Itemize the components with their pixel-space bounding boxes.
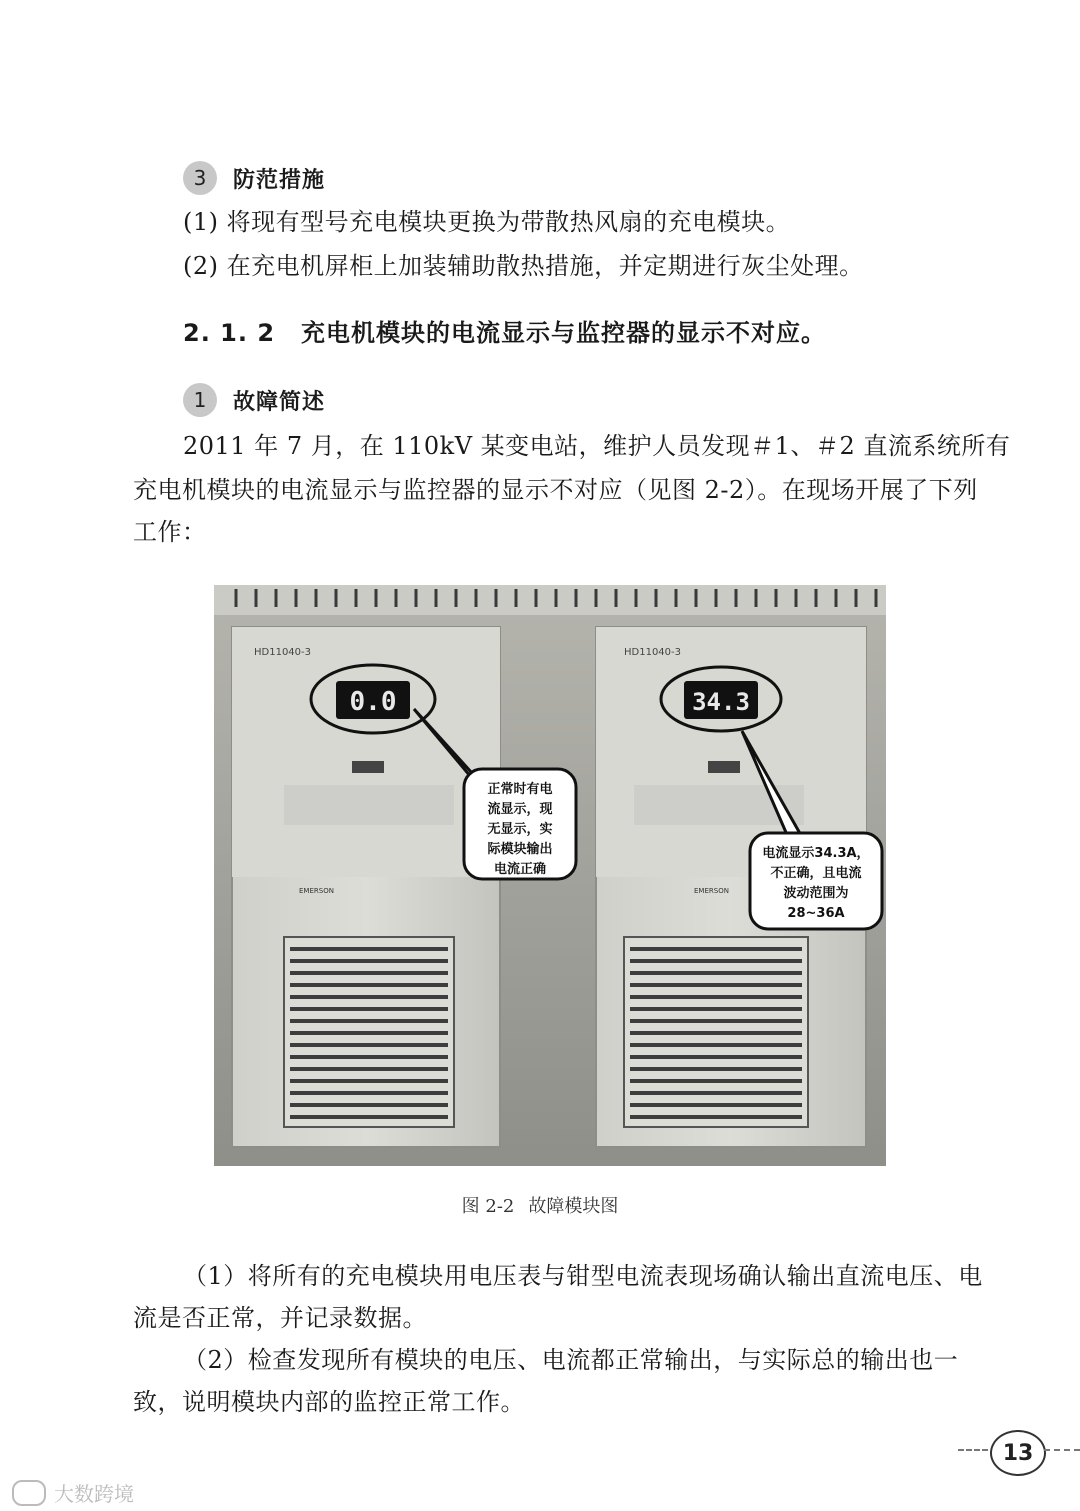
callout-right-line: 波动范围为 [783,886,849,901]
figure-label: 图 2-2 [461,1196,515,1217]
callout-left-line: 正常时有电 [487,782,553,797]
measure-item-2: (2) 在充电机屏柜上加装辅助散热措施，并定期进行灰尘处理。 [183,252,864,280]
paragraph-line: 工作： [133,518,207,546]
left-display-readout: 0.0 [349,687,397,717]
callout-left-line: 无显示，实 [487,822,553,837]
section-number-badge: 1 [183,383,217,417]
step-line: 流是否正常，并记录数据。 [133,1304,427,1332]
right-brand-label: EMERSON [694,887,729,895]
step-line: （2）检查发现所有模块的电压、电流都正常输出，与实际总的输出也一 [183,1346,959,1374]
watermark-logo-icon [12,1480,46,1506]
figure-caption [0,1192,1080,1218]
watermark-text: 大数跨境 [54,1482,134,1506]
callout-right-line: 不正确，且电流 [770,866,862,881]
figure-title: 故障模块图 [528,1196,619,1217]
callout-left-line: 际模块输出 [487,842,553,857]
section-heading-measures [183,158,325,198]
section-heading-summary [183,380,325,420]
page-number-divider-right [1044,1449,1080,1451]
step-line: 致，说明模块内部的监控正常工作。 [133,1388,525,1416]
page-number: 13 [990,1430,1046,1476]
page-number-divider-left [958,1449,988,1451]
subsection-title: 充电机模块的电流显示与监控器的显示不对应。 [301,319,827,347]
right-model-label: HD11040-3 [624,647,682,658]
paragraph-line: 充电机模块的电流显示与监控器的显示不对应（见图 2-2）。在现场开展了下列 [133,476,978,504]
callout-right-line: 28~36A [787,906,845,921]
callout-right-line: 电流显示34.3A， [762,846,870,861]
subsection-number: 2. 1. 2 [183,319,276,347]
subsection-heading [183,313,826,348]
section-title: 防范措施 [233,167,326,193]
callout-left-line: 流显示，现 [487,802,553,817]
fault-module-photo [214,585,886,1166]
watermark [12,1478,134,1507]
left-brand-label: EMERSON [299,887,334,895]
right-display-readout: 34.3 [692,688,750,716]
measure-item-1: (1) 将现有型号充电模块更换为带散热风扇的充电模块。 [183,208,791,236]
step-line: （1）将所有的充电模块用电压表与钳型电流表现场确认输出直流电压、电 [183,1262,983,1290]
callout-left-line: 电流正确 [493,862,547,877]
section-title: 故障简述 [233,389,326,415]
left-model-label: HD11040-3 [254,647,312,658]
section-number-badge: 3 [183,161,217,195]
paragraph-line: 2011 年 7 月，在 110kV 某变电站，维护人员发现＃1、＃2 直流系统所有 [183,432,1011,460]
